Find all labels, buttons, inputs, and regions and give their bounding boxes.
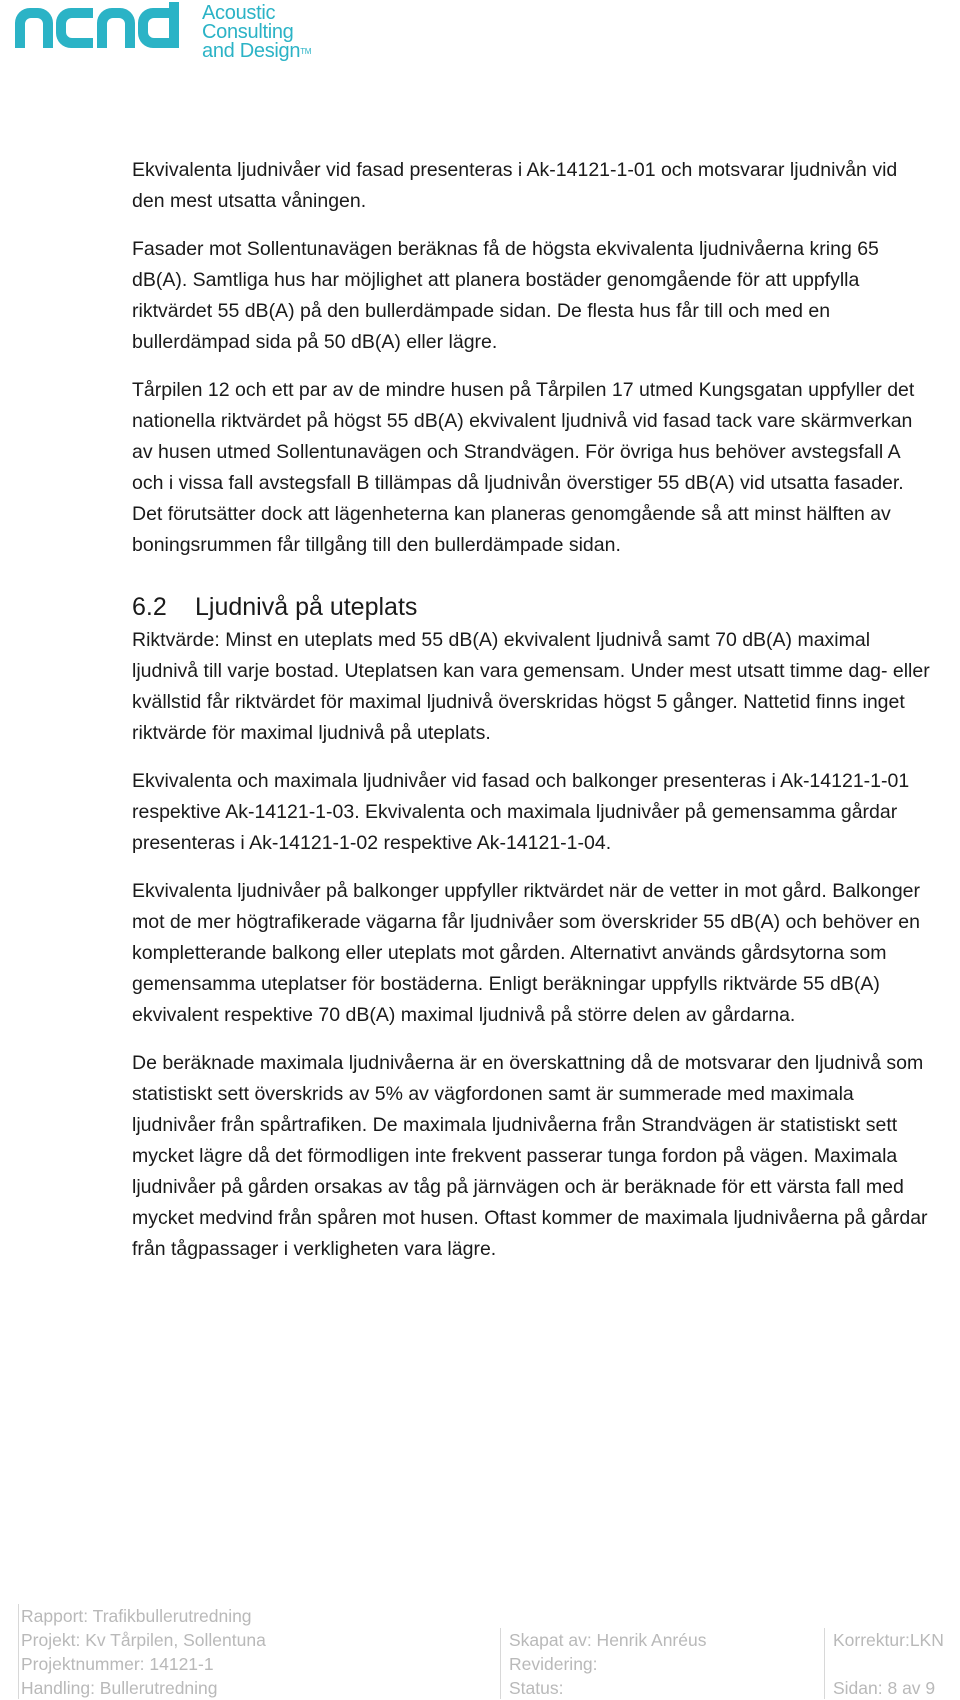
- footer-column-author: [500, 1628, 706, 1699]
- paragraph-beraknade: De beräknade maximala ljudnivåerna är en överskattning då de motsvarar den ljudnivå som statistiskt sett överskrids av 5% av vägfordonen samt är summerade med maximala ljudnivåer från spårtrafiken. De maximala ljudnivåerna från Strandvägen är statistiskt sett mycket lägre då det förmodligen inte frekvent passerar tunga fordon på vägen. Maximala ljudnivåer på gården orsakas av tåg på järnvägen och är beräknade för ett värsta fall med mycket medvind från spåren mot husen. Oftast kommer de maximala ljudnivåerna på gårdar från tågpassager i verkligheten vara lägre.: [132, 1052, 928, 1260]
- footer-rapport: Rapport: Trafikbullerutredning: [21, 1606, 252, 1626]
- section-number: 6.2: [132, 593, 167, 621]
- footer-korrektur: Korrektur:LKN: [833, 1630, 944, 1650]
- footer-handling: Handling: Bullerutredning: [21, 1678, 218, 1698]
- footer-page-number: Sidan: 8 av 9: [833, 1678, 936, 1698]
- paragraph-fasad-intro: Ekvivalenta ljudnivåer vid fasad presenteras i Ak-14121-1-01 och motsvarar ljudnivån vid den mest utsatta våningen.: [132, 159, 898, 212]
- section-heading: [132, 591, 932, 623]
- trademark-symbol: TM: [300, 47, 312, 56]
- footer-status: Status:: [509, 1678, 564, 1698]
- paragraph-sollentunavagen: Fasader mot Sollentunavägen beräknas få de högsta ekvivalenta ljudnivåerna kring 65 dB(A). Samtliga hus har möjlighet att planera bostäder genomgående för att uppfylla riktvärdet 55 dB(A) på den bullerdämpade sidan. De flesta hus får till och med en bullerdämpad sida på 50 dB(A) eller lägre.: [132, 238, 879, 353]
- logo-tagline-line-3-text: and Design: [202, 40, 301, 62]
- document-body: [132, 155, 932, 1282]
- footer-projekt: Projekt: Kv Tårpilen, Sollentuna: [21, 1630, 266, 1650]
- page-footer: [18, 1604, 960, 1699]
- paragraph-ekvivalenta-maximala: Ekvivalenta och maximala ljudnivåer vid fasad och balkonger presenteras i Ak-14121-1-01 respektive Ak-14121-1-03. Ekvivalenta och maximala ljudnivåer på gemensamma gårdar presenteras i Ak-14121-1-02 respektive Ak-14121-1-04.: [132, 770, 910, 854]
- footer-revidering: Revidering:: [509, 1654, 598, 1674]
- logo-tagline: [202, 4, 311, 61]
- paragraph-riktvarde: Riktvärde: Minst en uteplats med 55 dB(A) ekvivalent ljudnivå samt 70 dB(A) maximal ljudnivå till varje bostad. Uteplatsen kan vara gemensam. Under mest utsatt timme dag- eller kvällstid får riktvärdet för maximal ljudnivå överskridas högst 5 gånger. Nattetid finns inget riktvärde för maximal ljudnivå på uteplats.: [132, 629, 930, 744]
- acad-logo-mark: [8, 2, 198, 52]
- logo-tagline-line-1: Acoustic: [202, 2, 276, 24]
- footer-skapat-av: Skapat av: Henrik Anréus: [509, 1630, 707, 1650]
- company-logo: [8, 2, 311, 61]
- logo-tagline-line-3: [202, 42, 311, 61]
- paragraph-balkonger: Ekvivalenta ljudnivåer på balkonger uppfyller riktvärdet när de vetter in mot gård. Balkonger mot de mer högtrafikerade vägarna får ljudnivåer som överskrider 55 dB(A) och behöver en kompletterande balkong eller uteplats mot gården. Alternativt används gårdsytorna som gemensamma uteplatser för bostäderna. Enligt beräkningar uppfylls riktvärde 55 dB(A) ekvivalent respektive 70 dB(A) maximal ljudnivå på större delen av gårdarna.: [132, 880, 921, 1026]
- logo-tagline-line-2: Consulting: [202, 21, 294, 43]
- footer-column-page: [824, 1628, 944, 1699]
- footer-projektnummer: Projektnummer: 14121-1: [21, 1654, 214, 1674]
- footer-column-report: [18, 1604, 266, 1699]
- section-title: Ljudnivå på uteplats: [195, 593, 418, 621]
- paragraph-tarpilen: Tårpilen 12 och ett par av de mindre husen på Tårpilen 17 utmed Kungsgatan uppfyller det nationella riktvärdet på högst 55 dB(A) ekvivalent ljudnivå vid fasad tack vare skärmverkan av husen utmed Sollentunavägen och Strandvägen. För övriga hus behöver avstegsfall A och i vissa fall avstegsfall B tillämpas då ljudnivån överstiger 55 dB(A) vid utsatta fasader. Det förutsätter dock att lägenheterna kan planeras genomgående så att minst hälften av boningsrummen får tillgång till den bullerdämpade sidan.: [132, 379, 915, 556]
